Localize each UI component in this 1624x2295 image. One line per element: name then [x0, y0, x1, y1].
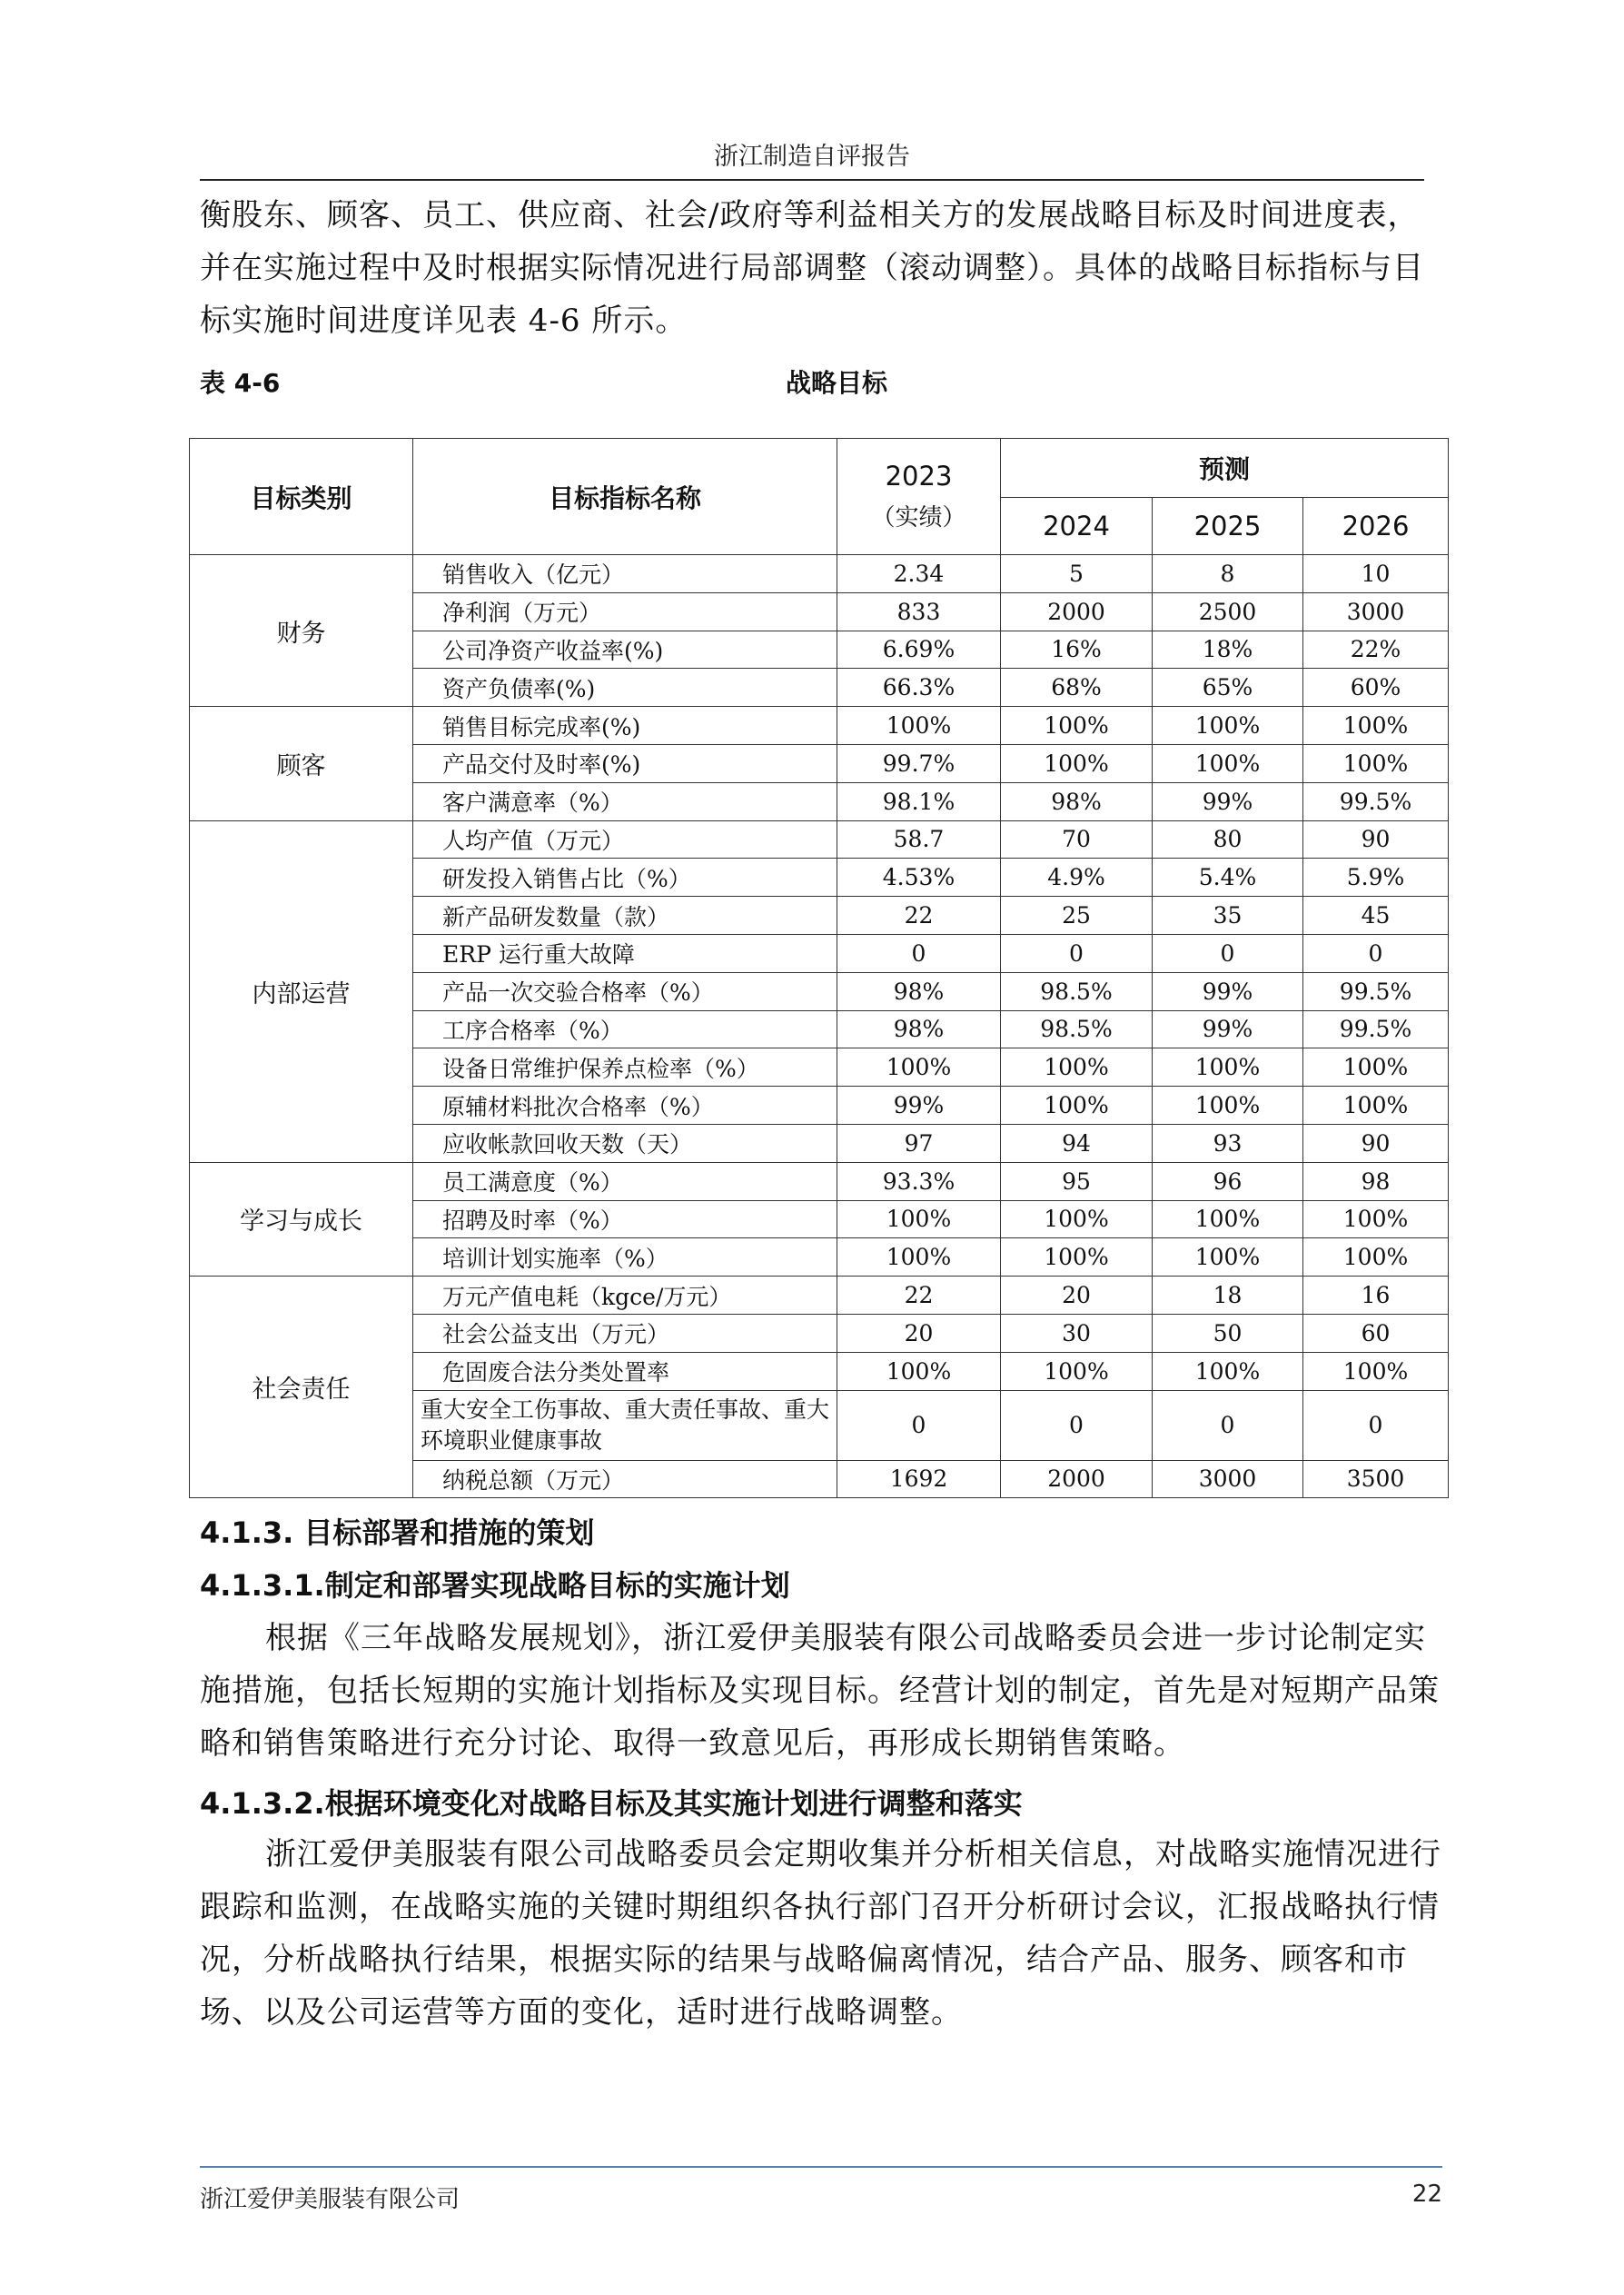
table-caption	[200, 363, 1442, 403]
value-cell-2026: 99.5%	[1303, 972, 1449, 1010]
table-row	[190, 707, 1449, 745]
header-2023	[837, 439, 1001, 555]
value-cell-2024: 100%	[1001, 1352, 1153, 1390]
value-cell-2025: 99%	[1153, 972, 1303, 1010]
header-category: 目标类别	[190, 439, 413, 555]
value-cell-2025: 18	[1153, 1277, 1303, 1315]
value-cell-2023: 97	[837, 1124, 1001, 1162]
value-cell-2025: 35	[1153, 897, 1303, 935]
section-4-1-3-1-body: 根据《三年战略发展规划》，浙江爱伊美服装有限公司战略委员会进一步讨论制定实施措施，包括长短期的实施计划指标及实现目标。经营计划的制定，首先是对短期产品策略和销售策略进行充分讨论、取得一致意见后，再形成长期销售策略。	[200, 1620, 1440, 1762]
value-cell-2024: 4.9%	[1001, 859, 1153, 897]
value-cell-2023: 1692	[837, 1460, 1001, 1498]
indicator-cell: 公司净资产收益率(%)	[413, 631, 837, 669]
table-label: 表 4-6	[200, 368, 281, 398]
value-cell-2024: 16%	[1001, 631, 1153, 669]
value-cell-2024: 25	[1001, 897, 1153, 935]
indicator-cell: 原辅材料批次合格率（%）	[413, 1087, 837, 1125]
value-cell-2026: 90	[1303, 820, 1449, 859]
footer-divider	[200, 2166, 1442, 2168]
value-cell-2026: 99.5%	[1303, 1010, 1449, 1048]
value-cell-2026: 0	[1303, 934, 1449, 972]
value-cell-2025: 0	[1153, 934, 1303, 972]
intro-paragraph: 衡股东、顾客、员工、供应商、社会/政府等利益相关方的发展战略目标及时间进度表，并在实施过程中及时根据实际情况进行局部调整（滚动调整）。具体的战略目标指标与目标实施时间进度详见表 4-6 所示。	[200, 197, 1424, 339]
indicator-cell: 新产品研发数量（款）	[413, 897, 837, 935]
value-cell-2026: 100%	[1303, 1238, 1449, 1277]
value-cell-2026: 10	[1303, 555, 1449, 593]
value-cell-2023: 98%	[837, 972, 1001, 1010]
value-cell-2023: 20	[837, 1314, 1001, 1352]
value-cell-2026: 98	[1303, 1162, 1449, 1200]
table-row	[190, 820, 1449, 859]
value-cell-2026: 3000	[1303, 592, 1449, 631]
value-cell-2023: 100%	[837, 1048, 1001, 1087]
value-cell-2024: 98%	[1001, 782, 1153, 820]
value-cell-2023: 0	[837, 934, 1001, 972]
indicator-cell: 产品一次交验合格率（%）	[413, 972, 837, 1010]
value-cell-2024: 100%	[1001, 1087, 1153, 1125]
value-cell-2024: 68%	[1001, 669, 1153, 707]
indicator-cell: 工序合格率（%）	[413, 1010, 837, 1048]
value-cell-2026: 22%	[1303, 631, 1449, 669]
category-cell: 社会责任	[190, 1277, 413, 1498]
indicator-cell: 人均产值（万元）	[413, 820, 837, 859]
page-header-title: 浙江制造自评报告	[714, 143, 910, 171]
value-cell-2026: 60	[1303, 1314, 1449, 1352]
section-4-1-3-2-body: 浙江爱伊美服装有限公司战略委员会定期收集并分析相关信息，对战略实施情况进行跟踪和监测，在战略实施的关键时期组织各执行部门召开分析研讨会议，汇报战略执行情况，分析战略执行结果，根据实际的结果与战略偏离情况，结合产品、服务、顾客和市场、以及公司运营等方面的变化，适时进行战略调整。	[200, 1836, 1441, 2031]
header-forecast: 预测	[1001, 439, 1449, 498]
category-cell: 学习与成长	[190, 1162, 413, 1276]
value-cell-2024: 2000	[1001, 592, 1153, 631]
header-2026: 2026	[1303, 498, 1449, 555]
indicator-cell: 招聘及时率（%）	[413, 1200, 837, 1238]
indicator-cell: 设备日常维护保养点检率（%）	[413, 1048, 837, 1087]
value-cell-2025: 100%	[1153, 1087, 1303, 1125]
value-cell-2025: 93	[1153, 1124, 1303, 1162]
value-cell-2026: 16	[1303, 1277, 1449, 1315]
value-cell-2025: 5.4%	[1153, 859, 1303, 897]
page-number: 22	[1411, 2181, 1442, 2208]
header-2025: 2025	[1153, 498, 1303, 555]
indicator-cell: 产品交付及时率(%)	[413, 744, 837, 782]
value-cell-2023: 0	[837, 1390, 1001, 1460]
value-cell-2025: 100%	[1153, 1352, 1303, 1390]
table-body	[190, 555, 1449, 1498]
value-cell-2023: 58.7	[837, 820, 1001, 859]
value-cell-2025: 3000	[1153, 1460, 1303, 1498]
section-heading-4-1-3-2: 4.1.3.2.根据环境变化对战略目标及其实施计划进行调整和落实	[200, 1786, 1023, 1821]
indicator-cell: 危固废合法分类处置率	[413, 1352, 837, 1390]
table-title: 战略目标	[786, 368, 888, 398]
value-cell-2026: 90	[1303, 1124, 1449, 1162]
value-cell-2026: 45	[1303, 897, 1449, 935]
indicator-cell: 净利润（万元）	[413, 592, 837, 631]
value-cell-2024: 98.5%	[1001, 1010, 1153, 1048]
table-row	[190, 555, 1449, 593]
value-cell-2023: 22	[837, 1277, 1001, 1315]
header-divider	[200, 179, 1424, 181]
value-cell-2025: 100%	[1153, 1048, 1303, 1087]
section-heading-4-1-3: 4.1.3. 目标部署和措施的策划	[200, 1515, 595, 1550]
value-cell-2023: 93.3%	[837, 1162, 1001, 1200]
value-cell-2024: 70	[1001, 820, 1153, 859]
header-indicator: 目标指标名称	[413, 439, 837, 555]
value-cell-2026: 0	[1303, 1390, 1449, 1460]
indicator-cell: 纳税总额（万元）	[413, 1460, 837, 1498]
value-cell-2025: 100%	[1153, 744, 1303, 782]
value-cell-2024: 5	[1001, 555, 1153, 593]
value-cell-2023: 99.7%	[837, 744, 1001, 782]
value-cell-2025: 8	[1153, 555, 1303, 593]
value-cell-2024: 0	[1001, 934, 1153, 972]
value-cell-2023: 6.69%	[837, 631, 1001, 669]
value-cell-2025: 99%	[1153, 782, 1303, 820]
table-row	[190, 1162, 1449, 1200]
category-cell: 财务	[190, 555, 413, 707]
indicator-cell: 客户满意率（%）	[413, 782, 837, 820]
value-cell-2023: 22	[837, 897, 1001, 935]
value-cell-2026: 100%	[1303, 1087, 1449, 1125]
value-cell-2023: 2.34	[837, 555, 1001, 593]
value-cell-2023: 100%	[837, 1200, 1001, 1238]
indicator-cell: 资产负债率(%)	[413, 669, 837, 707]
value-cell-2024: 94	[1001, 1124, 1153, 1162]
value-cell-2025: 99%	[1153, 1010, 1303, 1048]
indicator-cell: 员工满意度（%）	[413, 1162, 837, 1200]
value-cell-2024: 30	[1001, 1314, 1153, 1352]
value-cell-2023: 100%	[837, 707, 1001, 745]
indicator-cell: 重大安全工伤事故、重大责任事故、重大环境职业健康事故	[413, 1390, 837, 1460]
value-cell-2025: 100%	[1153, 1200, 1303, 1238]
indicator-cell: 应收帐款回收天数（天）	[413, 1124, 837, 1162]
value-cell-2025: 18%	[1153, 631, 1303, 669]
value-cell-2025: 100%	[1153, 707, 1303, 745]
footer-company: 浙江爱伊美服装有限公司	[200, 2186, 460, 2213]
value-cell-2025: 80	[1153, 820, 1303, 859]
section-heading-4-1-3-1: 4.1.3.1.制定和部署实现战略目标的实施计划	[200, 1568, 790, 1603]
header-2024: 2024	[1001, 498, 1153, 555]
value-cell-2025: 65%	[1153, 669, 1303, 707]
value-cell-2026: 100%	[1303, 1352, 1449, 1390]
value-cell-2026: 100%	[1303, 744, 1449, 782]
value-cell-2024: 95	[1001, 1162, 1153, 1200]
value-cell-2024: 100%	[1001, 744, 1153, 782]
category-cell: 内部运营	[190, 820, 413, 1162]
value-cell-2023: 98%	[837, 1010, 1001, 1048]
header-2023-year: 2023	[885, 461, 953, 492]
indicator-cell: 社会公益支出（万元）	[413, 1314, 837, 1352]
value-cell-2024: 98.5%	[1001, 972, 1153, 1010]
value-cell-2025: 50	[1153, 1314, 1303, 1352]
value-cell-2024: 20	[1001, 1277, 1153, 1315]
header-2023-note: （实绩）	[871, 504, 966, 532]
value-cell-2024: 2000	[1001, 1460, 1153, 1498]
value-cell-2023: 66.3%	[837, 669, 1001, 707]
value-cell-2023: 99%	[837, 1087, 1001, 1125]
indicator-cell: 万元产值电耗（kgce/万元）	[413, 1277, 837, 1315]
value-cell-2025: 100%	[1153, 1238, 1303, 1277]
strategic-goals-table	[189, 438, 1449, 1498]
indicator-cell: 销售收入（亿元）	[413, 555, 837, 593]
value-cell-2023: 100%	[837, 1352, 1001, 1390]
indicator-cell: 研发投入销售占比（%）	[413, 859, 837, 897]
value-cell-2026: 60%	[1303, 669, 1449, 707]
category-cell: 顾客	[190, 707, 413, 820]
value-cell-2026: 3500	[1303, 1460, 1449, 1498]
value-cell-2024: 100%	[1001, 1238, 1153, 1277]
value-cell-2025: 96	[1153, 1162, 1303, 1200]
indicator-cell: 培训计划实施率（%）	[413, 1238, 837, 1277]
value-cell-2026: 100%	[1303, 1048, 1449, 1087]
value-cell-2024: 100%	[1001, 1048, 1153, 1087]
value-cell-2023: 100%	[837, 1238, 1001, 1277]
value-cell-2024: 0	[1001, 1390, 1153, 1460]
table-row	[190, 1277, 1449, 1315]
indicator-cell: 销售目标完成率(%)	[413, 707, 837, 745]
value-cell-2023: 4.53%	[837, 859, 1001, 897]
value-cell-2026: 99.5%	[1303, 782, 1449, 820]
value-cell-2023: 98.1%	[837, 782, 1001, 820]
value-cell-2025: 2500	[1153, 592, 1303, 631]
value-cell-2026: 5.9%	[1303, 859, 1449, 897]
value-cell-2026: 100%	[1303, 707, 1449, 745]
value-cell-2023: 833	[837, 592, 1001, 631]
value-cell-2026: 100%	[1303, 1200, 1449, 1238]
indicator-cell: ERP 运行重大故障	[413, 934, 837, 972]
value-cell-2024: 100%	[1001, 1200, 1153, 1238]
value-cell-2025: 0	[1153, 1390, 1303, 1460]
value-cell-2024: 100%	[1001, 707, 1153, 745]
